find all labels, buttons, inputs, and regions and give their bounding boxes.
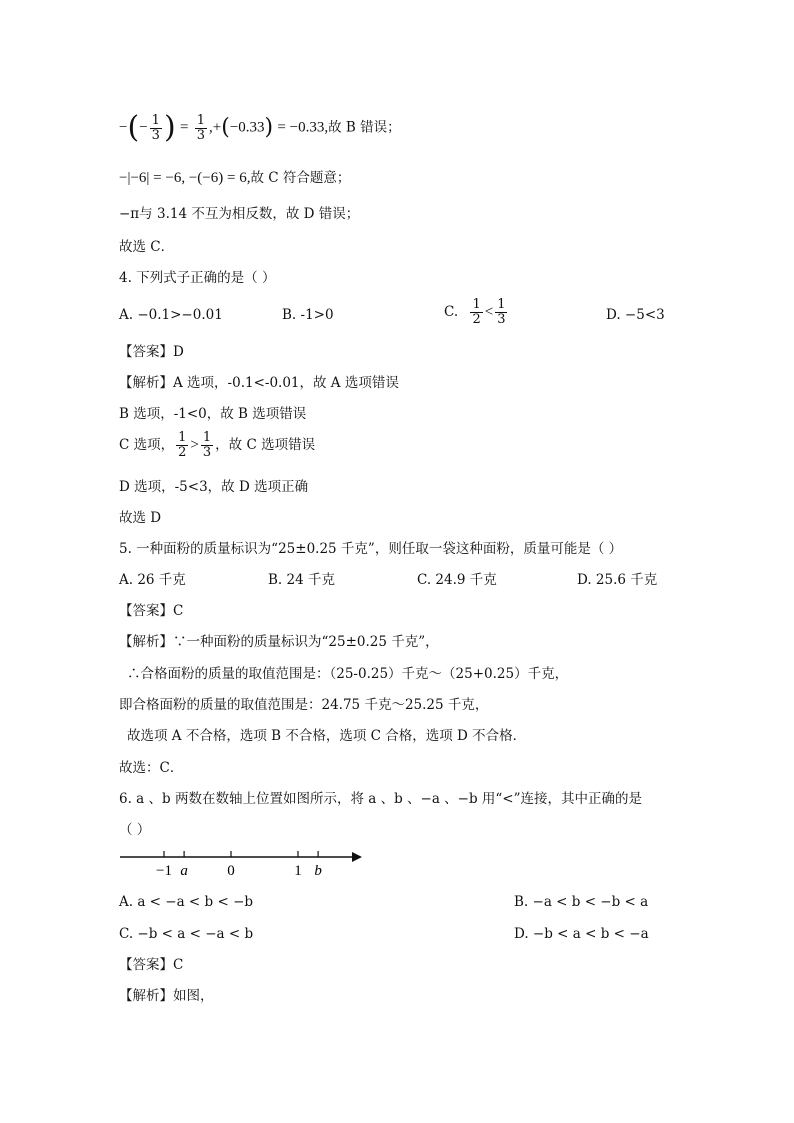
fraction: $\frac{1}{3}$ <box>497 297 506 327</box>
fraction: $\frac{1}{3}$ <box>151 112 160 143</box>
answer-tag: 【答案】 <box>119 344 173 360</box>
analysis-text: A 选项，-0.1<-0.01，故 A 选项错误 <box>173 375 399 391</box>
q5-answer <box>119 601 183 621</box>
fraction: $\frac{1}{2}$ <box>472 297 481 327</box>
analysis-tag: 【解析】 <box>119 375 173 391</box>
analysis-tag: 【解析】 <box>119 988 173 1004</box>
q5-analysis-3: 即合格面粉的质量的取值范围是：24.75 千克～25.25 千克， <box>119 697 489 713</box>
answer-value: C <box>173 957 184 973</box>
q3-line-b <box>119 110 401 145</box>
analysis-c-pre: C 选项， <box>119 437 175 453</box>
q5-stem: 5. 一种面粉的质量标识为“25±0.25 千克”，则任取一袋这种面粉，质量可能是（ ） <box>119 541 623 557</box>
analysis-text: 如图， <box>173 988 214 1004</box>
less-than: < <box>484 304 494 320</box>
q6-stem-paren: （ ） <box>119 822 151 838</box>
q4-stem: 4. 下列式子正确的是（ ） <box>119 270 276 286</box>
number-line-tick-label: b <box>314 863 322 879</box>
q3-line-d: −π与 3.14 不互为相反数，故 D 错误； <box>119 206 360 222</box>
fraction: $\frac{1}{3}$ <box>202 430 212 460</box>
answer-value: C <box>173 603 184 619</box>
number-line-tick-label: 0 <box>227 863 235 879</box>
fraction: $\frac{1}{2}$ <box>178 430 187 460</box>
left-paren: ( <box>127 110 140 145</box>
answer-tag: 【答案】 <box>119 957 173 973</box>
analysis-text: ∵一种面粉的质量标识为“25±0.25 千克”， <box>173 634 439 650</box>
q4-analysis-d: D 选项，-5<3，故 D 选项正确 <box>119 479 309 495</box>
q3-b-tail: 故 B 错误； <box>328 119 401 136</box>
fraction: $\frac{1}{3}$ <box>196 112 205 143</box>
q4-answer <box>119 342 184 362</box>
q6-option-c: C. −b < a < −a < b <box>119 926 254 942</box>
left-paren: ( <box>221 115 230 140</box>
number-line-figure <box>116 845 376 885</box>
greater-than: > <box>190 437 199 453</box>
q4-analysis-b: B 选项，-1<0，故 B 选项错误 <box>119 406 307 422</box>
answer-tag: 【答案】 <box>119 603 173 619</box>
analysis-tag: 【解析】 <box>119 634 173 650</box>
q6-option-a: A. a < −a < b < −b <box>119 894 254 910</box>
right-paren: ) <box>163 110 176 145</box>
q5-option-a: A. 26 千克 <box>119 572 186 588</box>
minus-sign: − <box>119 119 128 136</box>
q5-option-b: B. 24 千克 <box>268 572 335 588</box>
q3-line-c <box>119 168 350 188</box>
plus-part: ,+ <box>209 119 222 136</box>
q4-option-a: A. −0.1>−0.01 <box>119 307 223 323</box>
arrow-head-icon <box>352 852 362 862</box>
q5-analysis-4: 故选项 A 不合格，选项 B 不合格，选项 C 合格，选项 D 不合格． <box>127 728 527 744</box>
number-line-tick-label: −1 <box>156 863 172 879</box>
minus-sign: − <box>139 119 148 136</box>
analysis-c-post: ，故 C 选项错误 <box>215 437 316 453</box>
q5-option-c: C. 24.9 千克 <box>417 572 497 588</box>
q4-option-b: B. -1>0 <box>282 307 334 323</box>
q5-analysis-2: ∴合格面粉的质量的取值范围是：（25-0.25）千克～（25+0.25）千克， <box>127 666 569 682</box>
inner-value: −0.33 <box>229 119 265 136</box>
q4-analysis-c <box>119 431 315 460</box>
q3-c-tail: 故 C 符合题意； <box>250 170 351 186</box>
q3-conclusion: 故选 C． <box>119 239 175 255</box>
answer-value: D <box>173 344 184 360</box>
q5-conclusion: 故选：C． <box>119 760 184 776</box>
q6-stem: 6. a 、b 两数在数轴上位置如图所示，将 a 、b 、−a 、−b 用“<”连接，其中正确的是 <box>119 791 643 807</box>
q6-option-b: B. −a < b < −b < a <box>514 894 649 910</box>
number-line-tick-label: 1 <box>294 863 302 879</box>
q5-analysis-1 <box>119 632 439 652</box>
q6-analysis <box>119 986 214 1006</box>
equals: = <box>179 119 189 136</box>
right-paren: ) <box>264 115 274 140</box>
q3-c-expr: −|−6| = −6, −(−6) = 6, <box>119 170 251 186</box>
q4-conclusion: 故选 D <box>119 510 162 526</box>
q6-option-d: D. −b < a < b < −a <box>514 926 649 942</box>
q5-option-d: D. 25.6 千克 <box>577 572 658 588</box>
equals-value: = −0.33, <box>277 119 329 136</box>
q4-option-d: D. −5<3 <box>606 307 665 323</box>
number-line-tick-label: a <box>180 863 188 879</box>
q4-analysis-a <box>119 373 399 393</box>
q4-option-c <box>444 298 509 327</box>
q6-answer <box>119 955 183 975</box>
q4-option-c-label: C. <box>444 304 459 320</box>
